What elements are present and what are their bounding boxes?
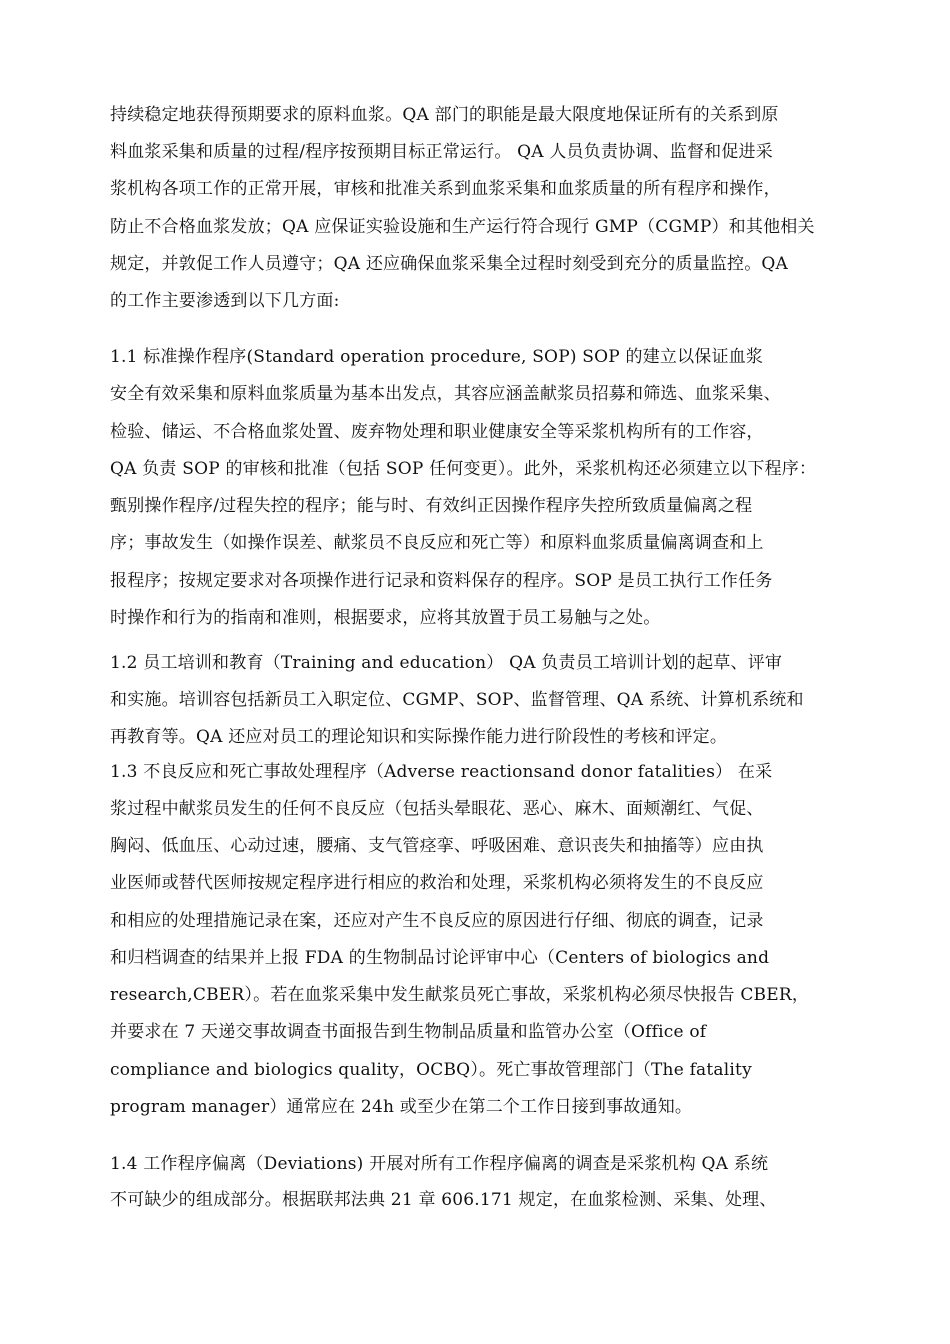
text-line: 和相应的处理措施记录在案，还应对产生不良反应的原因进行仔细、彻底的调查，记录 <box>110 911 764 931</box>
text-line: 业医师或替代医师按规定程序进行相应的救治和处理，采浆机构必须将发生的不良反应 <box>110 873 764 893</box>
text-line: 浆机构各项工作的正常开展，审核和批准关系到血浆采集和血浆质量的所有程序和操作， <box>110 179 781 199</box>
text-line: program manager）通常应在 24h 或至少在第二个工作日接到事故通知。 <box>110 1097 693 1117</box>
text-line: 甄别操作程序/过程失控的程序；能与时、有效纠正因操作程序失控所致质量偏离之程 <box>110 496 753 516</box>
text-line: 和归档调查的结果并上报 FDA 的生物制品讨论评审中心（Centers of biologics and <box>110 948 770 968</box>
text-line: 时操作和行为的指南和准则，根据要求，应将其放置于员工易触与之处。 <box>110 608 661 628</box>
text-line: 序；事故发生（如操作误差、献浆员不良反应和死亡等）和原料血浆质量偏离调查和上 <box>110 533 764 553</box>
text-line: 规定，并敦促工作人员遵守；QA 还应确保血浆采集全过程时刻受到充分的质量监控。QA <box>110 254 789 274</box>
text-line: 不可缺少的组成部分。根据联邦法典 21 章 606.171 规定，在血浆检测、采集、处理、 <box>110 1190 777 1210</box>
text-line: 和实施。培训容包括新员工入职定位、CGMP、SOP、监督管理、QA 系统、计算机系统和 <box>110 690 804 710</box>
text-line: 并要求在 7 天递交事故调查书面报告到生物制品质量和监管办公室（Office of <box>110 1022 707 1042</box>
text-line: 浆过程中献浆员发生的任何不良反应（包括头晕眼花、恶心、麻木、面颊潮红、气促、 <box>110 799 764 819</box>
text-line: compliance and biologics quality，OCBQ）。死亡事故管理部门（The fatality <box>110 1060 752 1080</box>
section-heading-line: 1.4 工作程序偏离（Deviations) 开展对所有工作程序偏离的调查是采浆机构 QA 系统 <box>110 1154 769 1174</box>
text-line: 检验、储运、不合格血浆处置、废弃物处理和职业健康安全等采浆机构所有的工作容， <box>110 422 764 442</box>
section-heading-line: 1.3 不良反应和死亡事故处理程序（Adverse reactionsand donor fatalities） 在采 <box>110 762 773 782</box>
text-line: 料血浆采集和质量的过程/程序按预期目标正常运行。 QA 人员负责协调、监督和促进采 <box>110 142 773 162</box>
text-line: 胸闷、低血压、心动过速，腰痛、支气管痉挛、呼吸困难、意识丧失和抽搐等）应由执 <box>110 836 764 856</box>
text-line: 的工作主要渗透到以下几方面: <box>110 291 340 311</box>
text-line: 再教育等。QA 还应对员工的理论知识和实际操作能力进行阶段性的考核和评定。 <box>110 727 728 747</box>
text-line: research,CBER）。若在血浆采集中发生献浆员死亡事故，采浆机构必须尽快报告 CBER， <box>110 985 810 1005</box>
section-heading-line: 1.1 标准操作程序(Standard operation procedure, SOP) SOP 的建立以保证血浆 <box>110 347 764 367</box>
text-line: 持续稳定地获得预期要求的原料血浆。QA 部门的职能是最大限度地保证所有的关系到原 <box>110 105 779 125</box>
text-line: 报程序；按规定要求对各项操作进行记录和资料保存的程序。SOP 是员工执行工作任务 <box>110 571 773 591</box>
text-line: 防止不合格血浆发放；QA 应保证实验设施和生产运行符合现行 GMP（CGMP）和其他相关 <box>110 217 815 237</box>
section-heading-line: 1.2 员工培训和教育（Training and education） QA 负责员工培训计划的起草、评审 <box>110 653 783 673</box>
text-line: 安全有效采集和原料血浆质量为基本出发点，其容应涵盖献浆员招募和筛选、血浆采集、 <box>110 384 781 404</box>
text-line: QA 负责 SOP 的审核和批准（包括 SOP 任何变更）。此外，采浆机构还必须建立以下程序： <box>110 459 817 479</box>
